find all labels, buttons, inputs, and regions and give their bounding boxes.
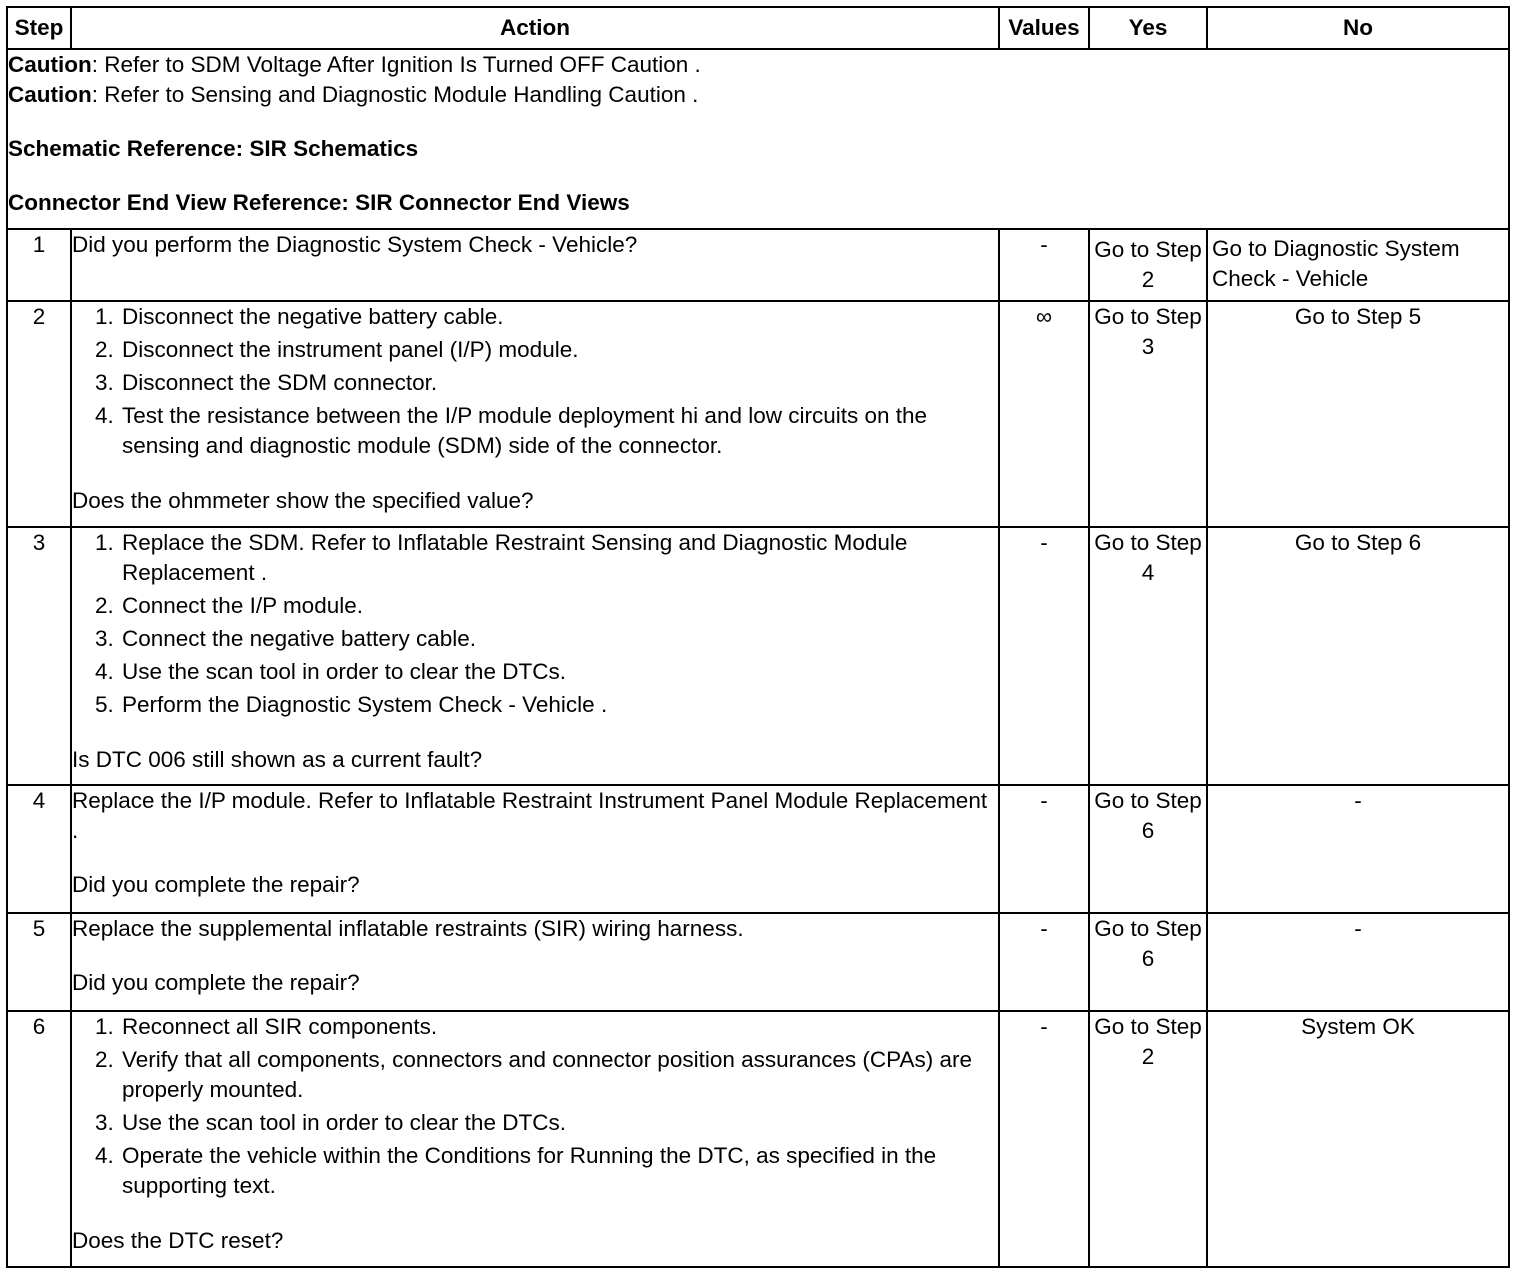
question-text: Did you complete the repair?	[72, 970, 360, 995]
yes-cell: Go to Step 2	[1089, 1011, 1207, 1267]
action-list	[72, 1012, 998, 1201]
no-cell: -	[1207, 785, 1509, 913]
no-cell: Go to Diagnostic System Check - Vehicle	[1207, 229, 1509, 301]
yes-cell: Go to Step 2	[1089, 229, 1207, 301]
list-item: 1. Replace the SDM. Refer to Inflatable Restraint Sensing and Diagnostic Module Replacement .	[120, 528, 998, 588]
header-step: Step	[7, 7, 71, 49]
action-cell	[71, 527, 999, 785]
step-number: 6	[7, 1011, 71, 1267]
value-cell: -	[999, 913, 1089, 1011]
intro-cell	[7, 49, 1509, 229]
header-row	[7, 7, 1509, 49]
value-cell: ∞	[999, 301, 1089, 527]
step-number: 3	[7, 527, 71, 785]
step-row-1	[7, 229, 1509, 301]
list-item: 3. Connect the negative battery cable.	[120, 624, 998, 654]
list-item: 2. Verify that all components, connectors and connector position assurances (CPAs) are properly mounted.	[120, 1045, 998, 1105]
list-item: 4. Test the resistance between the I/P module deployment hi and low circuits on the sensing and diagnostic module (SDM) side of the connector.	[120, 401, 998, 461]
action-cell	[71, 785, 999, 913]
caution-1-label: Caution	[8, 52, 92, 77]
step-row-3	[7, 527, 1509, 785]
question-text: Is DTC 006 still shown as a current fault?	[72, 747, 483, 772]
value-cell: -	[999, 785, 1089, 913]
caution-2-text: : Refer to Sensing and Diagnostic Module Handling Caution .	[91, 82, 699, 107]
list-item: 5. Perform the Diagnostic System Check - Vehicle .	[120, 690, 998, 720]
action-cell	[71, 1011, 999, 1267]
yes-cell: Go to Step 3	[1089, 301, 1207, 527]
diagnostic-table	[6, 6, 1510, 1268]
yes-cell: Go to Step 4	[1089, 527, 1207, 785]
no-cell: -	[1207, 913, 1509, 1011]
step-number: 2	[7, 301, 71, 527]
caution-2	[8, 80, 1508, 110]
list-item: 1. Reconnect all SIR components.	[120, 1012, 998, 1042]
list-item: 4. Use the scan tool in order to clear the DTCs.	[120, 657, 998, 687]
no-cell: Go to Step 6	[1207, 527, 1509, 785]
list-item: 4. Operate the vehicle within the Conditions for Running the DTC, as specified in the supporting text.	[120, 1141, 998, 1201]
no-cell: System OK	[1207, 1011, 1509, 1267]
step-row-5	[7, 913, 1509, 1011]
caution-1	[8, 50, 1508, 80]
action-text: Did you perform the Diagnostic System Check - Vehicle?	[72, 232, 638, 257]
question-text: Does the DTC reset?	[72, 1228, 284, 1253]
list-item: 3. Disconnect the SDM connector.	[120, 368, 998, 398]
step-row-4	[7, 785, 1509, 913]
intro-row	[7, 49, 1509, 229]
no-cell: Go to Step 5	[1207, 301, 1509, 527]
action-cell	[71, 301, 999, 527]
yes-cell: Go to Step 6	[1089, 785, 1207, 913]
connector-reference: Connector End View Reference: SIR Connector End Views	[8, 190, 630, 215]
action-list	[72, 528, 998, 720]
step-row-6	[7, 1011, 1509, 1267]
value-cell: -	[999, 527, 1089, 785]
question-text: Does the ohmmeter show the specified value?	[72, 488, 534, 513]
action-cell	[71, 229, 999, 301]
action-text: Replace the I/P module. Refer to Inflatable Restraint Instrument Panel Module Replacement .	[72, 788, 988, 843]
header-no: No	[1207, 7, 1509, 49]
header-action: Action	[71, 7, 999, 49]
step-number: 5	[7, 913, 71, 1011]
caution-1-text: : Refer to SDM Voltage After Ignition Is Turned OFF Caution .	[91, 52, 701, 77]
list-item: 2. Connect the I/P module.	[120, 591, 998, 621]
list-item: 1. Disconnect the negative battery cable.	[120, 302, 998, 332]
value-cell: -	[999, 229, 1089, 301]
header-yes: Yes	[1089, 7, 1207, 49]
header-values: Values	[999, 7, 1089, 49]
question-text: Did you complete the repair?	[72, 872, 360, 897]
value-cell: -	[999, 1011, 1089, 1267]
action-cell	[71, 913, 999, 1011]
yes-cell: Go to Step 6	[1089, 913, 1207, 1011]
action-list	[72, 302, 998, 461]
schematic-reference: Schematic Reference: SIR Schematics	[8, 136, 419, 161]
step-row-2	[7, 301, 1509, 527]
step-number: 4	[7, 785, 71, 913]
list-item: 3. Use the scan tool in order to clear the DTCs.	[120, 1108, 998, 1138]
list-item: 2. Disconnect the instrument panel (I/P) module.	[120, 335, 998, 365]
caution-2-label: Caution	[8, 82, 92, 107]
action-text: Replace the supplemental inflatable restraints (SIR) wiring harness.	[72, 916, 744, 941]
step-number: 1	[7, 229, 71, 301]
